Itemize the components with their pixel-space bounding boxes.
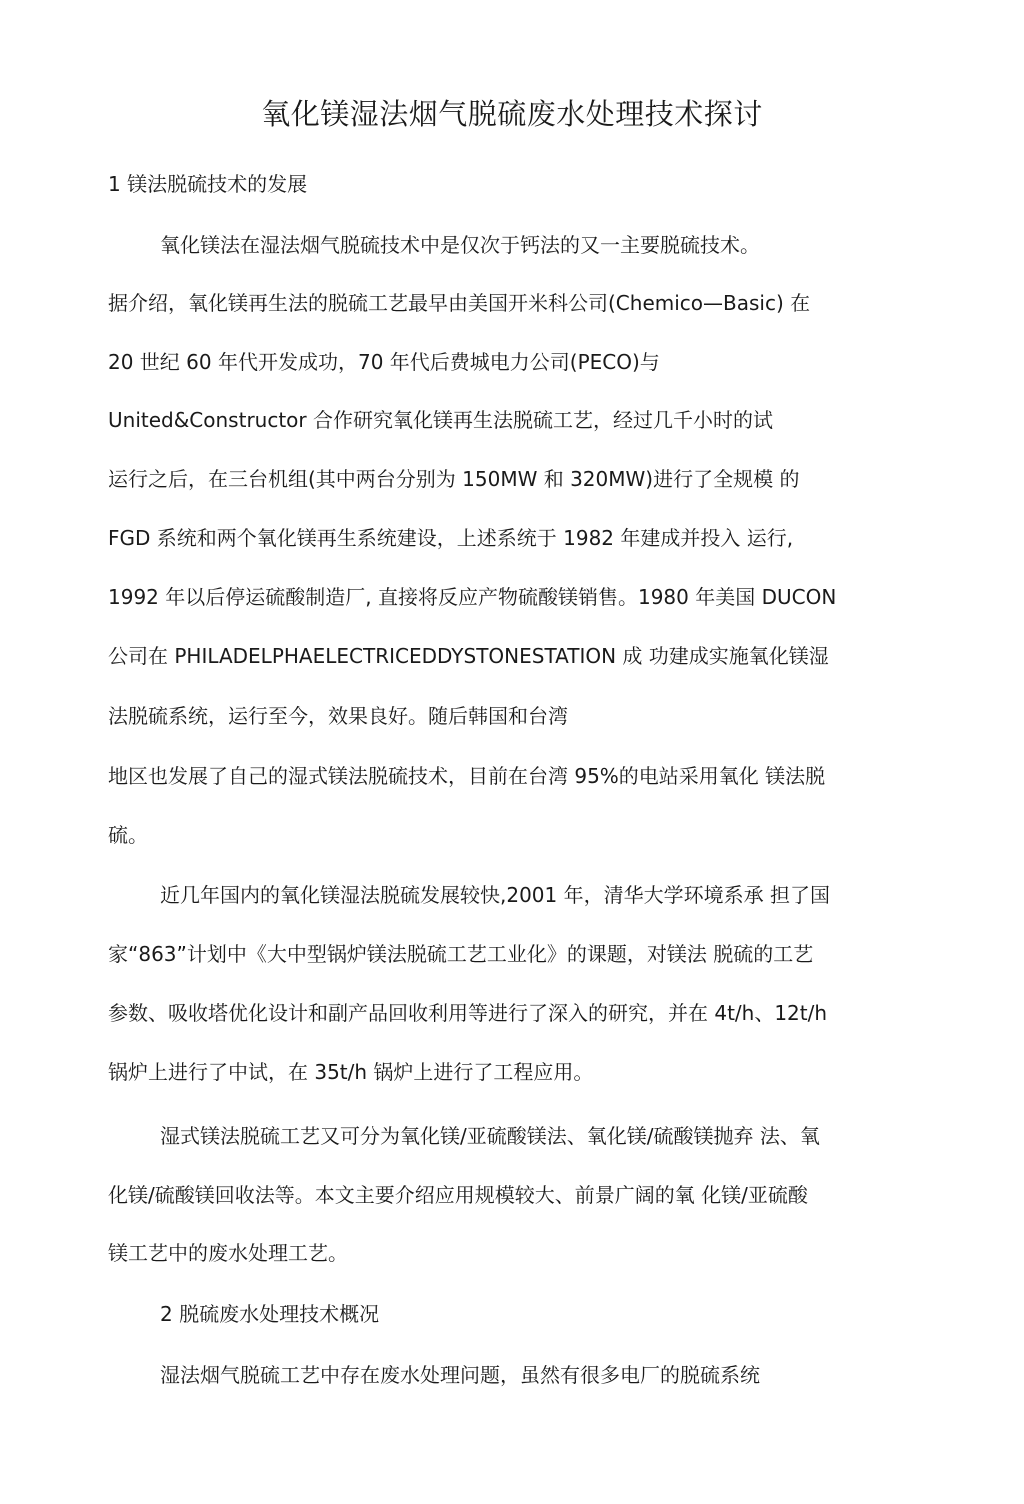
paragraph-line: 据介绍，氧化镁再生法的脱硫工艺最早由美国开米科公司(Chemico—Basic) 在	[108, 291, 811, 315]
paragraph-line: 近几年国内的氧化镁湿法脱硫发展较快,2001 年，清华大学环境系承 担了国	[160, 883, 830, 907]
paragraph-line: United&Constructor 合作研究氧化镁再生法脱硫工艺，经过几千小时的试	[108, 408, 773, 432]
paragraph-line: 化镁/硫酸镁回收法等。本文主要介绍应用规模较大、前景广阔的氧 化镁/亚硫酸	[108, 1183, 808, 1207]
paragraph-line: 锅炉上进行了中试，在 35t/h 锅炉上进行了工程应用。	[108, 1060, 594, 1084]
paragraph-line: 氧化镁法在湿法烟气脱硫技术中是仅次于钙法的又一主要脱硫技术。	[160, 233, 760, 257]
paragraph-line: 参数、吸收塔优化设计和副产品回收利用等进行了深入的研究，并在 4t/h、12t/h	[108, 1001, 828, 1025]
paragraph-line: 地区也发展了自己的湿式镁法脱硫技术，目前在台湾 95%的电站采用氧化 镁法脱	[108, 764, 826, 788]
paragraph-line: 家“863”计划中《大中型锅炉镁法脱硫工艺工业化》的课题，对镁法 脱硫的工艺	[108, 942, 814, 966]
paragraph-line: 公司在 PHILADELPHAELECTRICEDDYSTONESTATION 成 功建成实施氧化镁湿	[108, 644, 829, 668]
paragraph-line: 硫。	[108, 823, 148, 847]
paragraph-line: 20 世纪 60 年代开发成功，70 年代后费城电力公司(PECO)与	[108, 350, 660, 374]
paragraph-line: FGD 系统和两个氧化镁再生系统建设，上述系统于 1982 年建成并投入 运行,	[108, 526, 794, 550]
paragraph-line: 1992 年以后停运硫酸制造厂, 直接将反应产物硫酸镁销售。1980 年美国 DUCON	[108, 585, 837, 609]
section-heading-1: 1 镁法脱硫技术的发展	[108, 172, 308, 196]
document-title: 氧化镁湿法烟气脱硫废水处理技术探讨	[261, 97, 763, 131]
paragraph-line: 镁工艺中的废水处理工艺。	[108, 1241, 348, 1265]
paragraph-line: 湿法烟气脱硫工艺中存在废水处理问题，虽然有很多电厂的脱硫系统	[160, 1363, 760, 1387]
paragraph-line: 湿式镁法脱硫工艺又可分为氧化镁/亚硫酸镁法、氧化镁/硫酸镁抛弃 法、氧	[160, 1124, 820, 1148]
paragraph-line: 法脱硫系统，运行至今，效果良好。随后韩国和台湾	[108, 704, 568, 728]
section-heading-2: 2 脱硫废水处理技术概况	[160, 1302, 380, 1326]
paragraph-line: 运行之后，在三台机组(其中两台分别为 150MW 和 320MW)进行了全规模 的	[108, 467, 800, 491]
